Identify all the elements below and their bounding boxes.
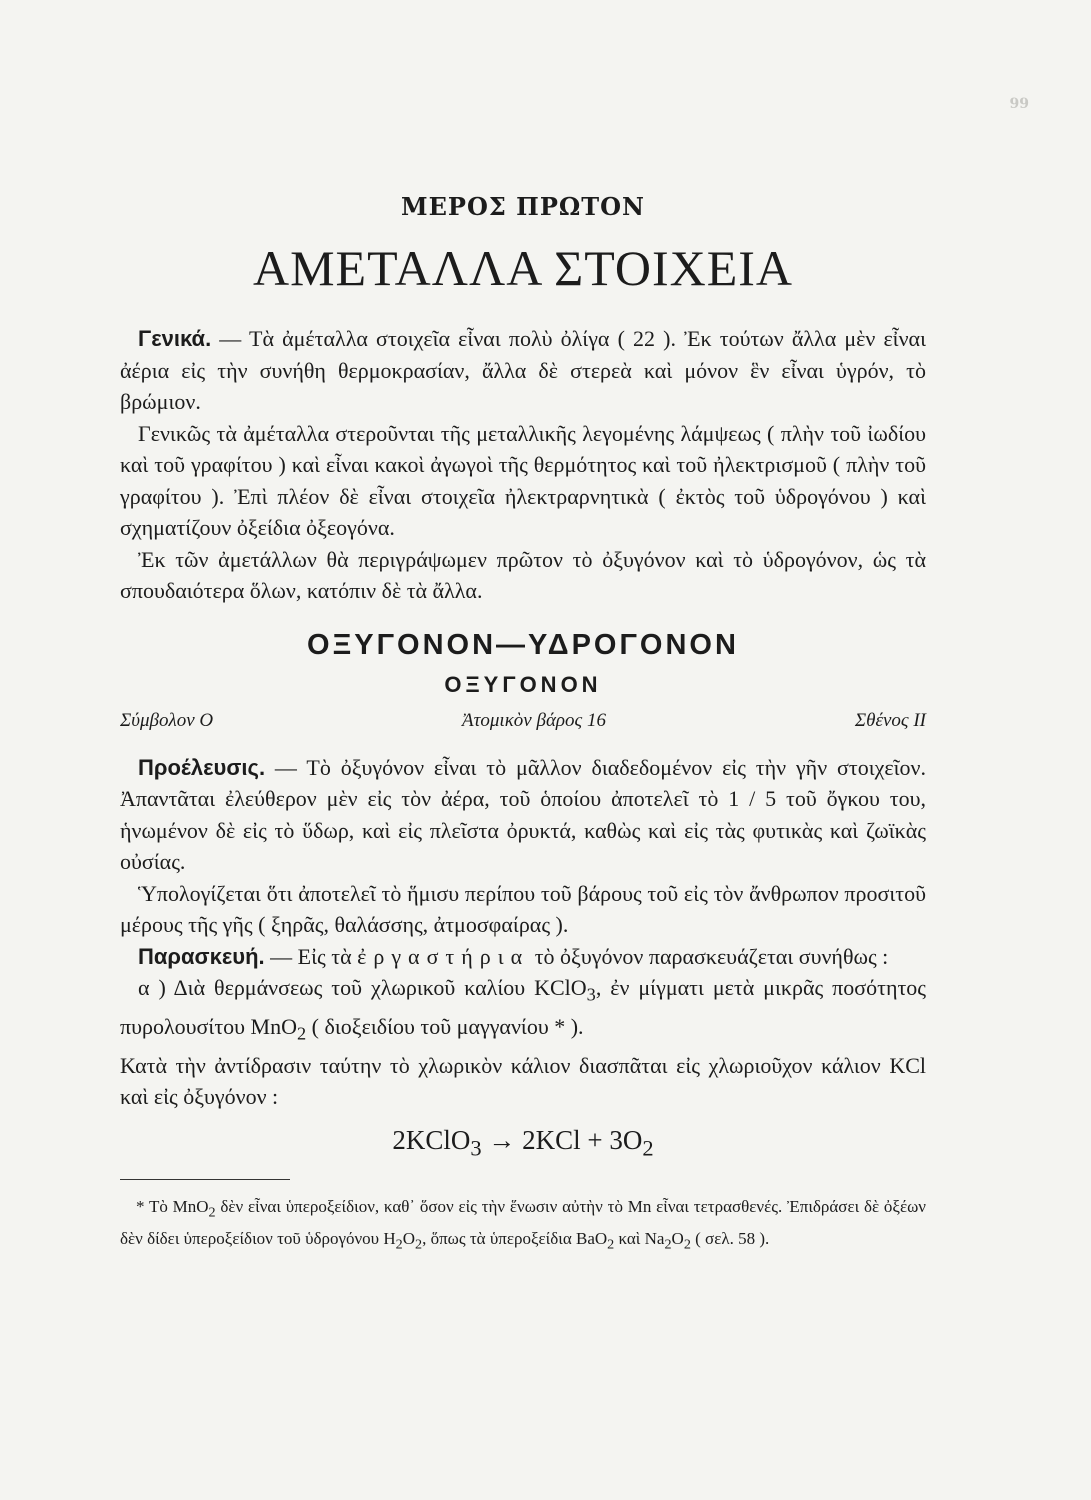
preparation-text-before: — Εἰς τὰ bbox=[264, 943, 358, 969]
footnote-text-1: * Τὸ MnO bbox=[136, 1197, 209, 1217]
general-label: Γενικά. bbox=[138, 326, 212, 351]
footnote-text-3: O bbox=[402, 1228, 415, 1248]
preparation-paragraph bbox=[120, 941, 926, 973]
method-a-sub-1: 3 bbox=[586, 984, 596, 1005]
footnote-divider bbox=[120, 1179, 290, 1180]
occurrence-paragraph-2: Ὑπολογίζεται ὅτι ἀποτελεῖ τὸ ἥμισυ περίπου τοῦ βάρους τοῦ εἰς τὸν ἄνθρωπον προσιτοῦ μέρους τῆς γῆς ( ξηρᾶς, θαλάσσης, ἀτμοσφαίρας ). bbox=[120, 880, 926, 937]
footnote-sub-6: 2 bbox=[683, 1235, 691, 1252]
footnote-text-4: , ὅπως τὰ ὑπεροξείδια BaO bbox=[422, 1228, 608, 1248]
page-number: 99 bbox=[1009, 96, 1029, 112]
general-text: — Τὰ ἀμέταλλα στοιχεῖα εἶναι πολὺ ὀλίγα ( 22 ). Ἐκ τούτων ἄλλα μὲν εἶναι ἀέρια εἰς τὴν συνήθη θερμοκρασίαν, ἄλλα δὲ στερεὰ καὶ μόνον ἓν εἶναι ὑγρόν, τὸ βρώμιον. bbox=[120, 326, 926, 414]
element-info bbox=[120, 710, 926, 732]
element-symbol: Σύμβολον Ο bbox=[120, 709, 214, 731]
element-valence: Σθένος ΙΙ bbox=[854, 709, 926, 731]
general-paragraph bbox=[120, 323, 926, 418]
footnote-text-2: δὲν εἶναι ὑπεροξείδιον, καθ᾽ ὅσον εἰς τὴν ἕνωσιν αὐτὴν τὸ Mn εἶναι τετρασθενές. Ἐπιδράσει δὲ ὀξέων δὲν δίδει ὑπεροξείδιον τοῦ ὑδρογόνου H bbox=[120, 1197, 926, 1248]
preparation-method-a bbox=[120, 972, 926, 1050]
footnote-sub-4: 2 bbox=[607, 1235, 615, 1252]
equation-arrow: → bbox=[488, 1124, 516, 1155]
equation-lhs-sub: 3 bbox=[470, 1135, 482, 1161]
method-a-text-1: α ) Διὰ θερμάνσεως τοῦ χλωρικοῦ καλίου KClO bbox=[138, 975, 587, 1000]
footnote-sub-3: 2 bbox=[415, 1235, 423, 1252]
footnote bbox=[120, 1194, 926, 1257]
footnote-text-7: ( σελ. 58 ). bbox=[690, 1228, 770, 1248]
footnote-text-6: O bbox=[671, 1228, 684, 1248]
reaction-paragraph: Κατὰ τὴν ἀντίδρασιν ταύτην τὸ χλωρικὸν κάλιον διασπᾶται εἰς χλωριοῦχον κάλιον KCl καὶ εἰς ὀξυγόνον : bbox=[120, 1052, 926, 1110]
occurrence-label: Προέλευσις. bbox=[138, 754, 266, 780]
footnote-sub-5: 2 bbox=[664, 1235, 672, 1252]
subsection-title: ΟΞΥΓΟΝΟΝ bbox=[444, 671, 602, 697]
equation-lhs: 2KClO bbox=[392, 1124, 471, 1155]
occurrence-text: — Τὸ ὀξυγόνον εἶναι τὸ μᾶλλον διαδεδομένον εἰς τὴν γῆν στοιχεῖον. Ἀπαντᾶται ἐλεύθερον μὲν εἰς τὸν ἀέρα, τοῦ ὁποίου ἀποτελεῖ τὸ 1 / 5 τοῦ ὄγκου του, ἡνωμένον δὲ εἰς τὸ ὕδωρ, καὶ εἰς πλεῖστα ὀρυκτά, καθὼς καὶ εἰς τὰς φυτικὰς καὶ ζωϊκὰς οὐσίας. bbox=[120, 754, 926, 874]
equation-rhs-sub: 2 bbox=[642, 1135, 654, 1161]
general-paragraph-3: Ἐκ τῶν ἀμετάλλων θὰ περιγράψωμεν πρῶτον τὸ ὀξυγόνον καὶ τὸ ὑδρογόνον, ὡς τὰ σπουδαιότερα ὅλων, κατόπιν δὲ τὰ ἄλλα. bbox=[120, 546, 926, 603]
general-paragraph-2: Γενικῶς τὰ ἀμέταλλα στεροῦνται τῆς μεταλλικῆς λεγομένης λάμψεως ( πλὴν τοῦ ἰωδίου καὶ τοῦ γραφίτου ) καὶ εἶναι κακοὶ ἀγωγοὶ τῆς θερμότητος καὶ τοῦ ἠλεκτρισμοῦ ( πλὴν τοῦ γραφίτου ). Ἐπὶ πλέον δὲ εἶναι στοιχεῖα ἠλεκτραρνητικὰ ( ἐκτὸς τοῦ ὑδρογόνου ) καὶ σχηματίζουν ὀξείδια ὀξεογόνα. bbox=[120, 420, 926, 540]
method-a-text-2: , ἐν μίγματι μετὰ μικρᾶς ποσότητος πυρολουσίτου MnO bbox=[120, 975, 927, 1039]
preparation-spaced-word: ἐργαστήρια bbox=[357, 943, 530, 969]
occurrence-paragraph bbox=[120, 752, 926, 878]
element-atomic-weight: Ἀτομικὸν βάρος 16 bbox=[461, 709, 607, 731]
chemical-equation bbox=[120, 1125, 926, 1161]
page-title: ΑΜΕΤΑΛΛΑ ΣΤΟΙΧΕΙΑ bbox=[252, 240, 794, 296]
footnote-text-5: καὶ Na bbox=[614, 1228, 665, 1248]
preparation-label: Παρασκευή. bbox=[138, 943, 265, 969]
footnote-sub-1: 2 bbox=[208, 1204, 216, 1221]
footnote-sub-2: 2 bbox=[395, 1235, 403, 1252]
equation-rhs: 2KCl + 3O bbox=[522, 1124, 643, 1155]
section-title: ΟΞΥΓΟΝΟΝ—ΥΔΡΟΓΟΝΟΝ bbox=[307, 628, 739, 661]
page-content bbox=[120, 170, 926, 1257]
part-heading: ΜΕΡΟΣ ΠΡΩΤΟΝ bbox=[401, 192, 645, 221]
preparation-text-after: τὸ ὀξυγόνον παρασκευάζεται συνήθως : bbox=[529, 943, 889, 969]
method-a-sub-2: 2 bbox=[297, 1023, 307, 1044]
method-a-text-3: ( διοξειδίου τοῦ μαγγανίου * ). bbox=[306, 1013, 584, 1039]
